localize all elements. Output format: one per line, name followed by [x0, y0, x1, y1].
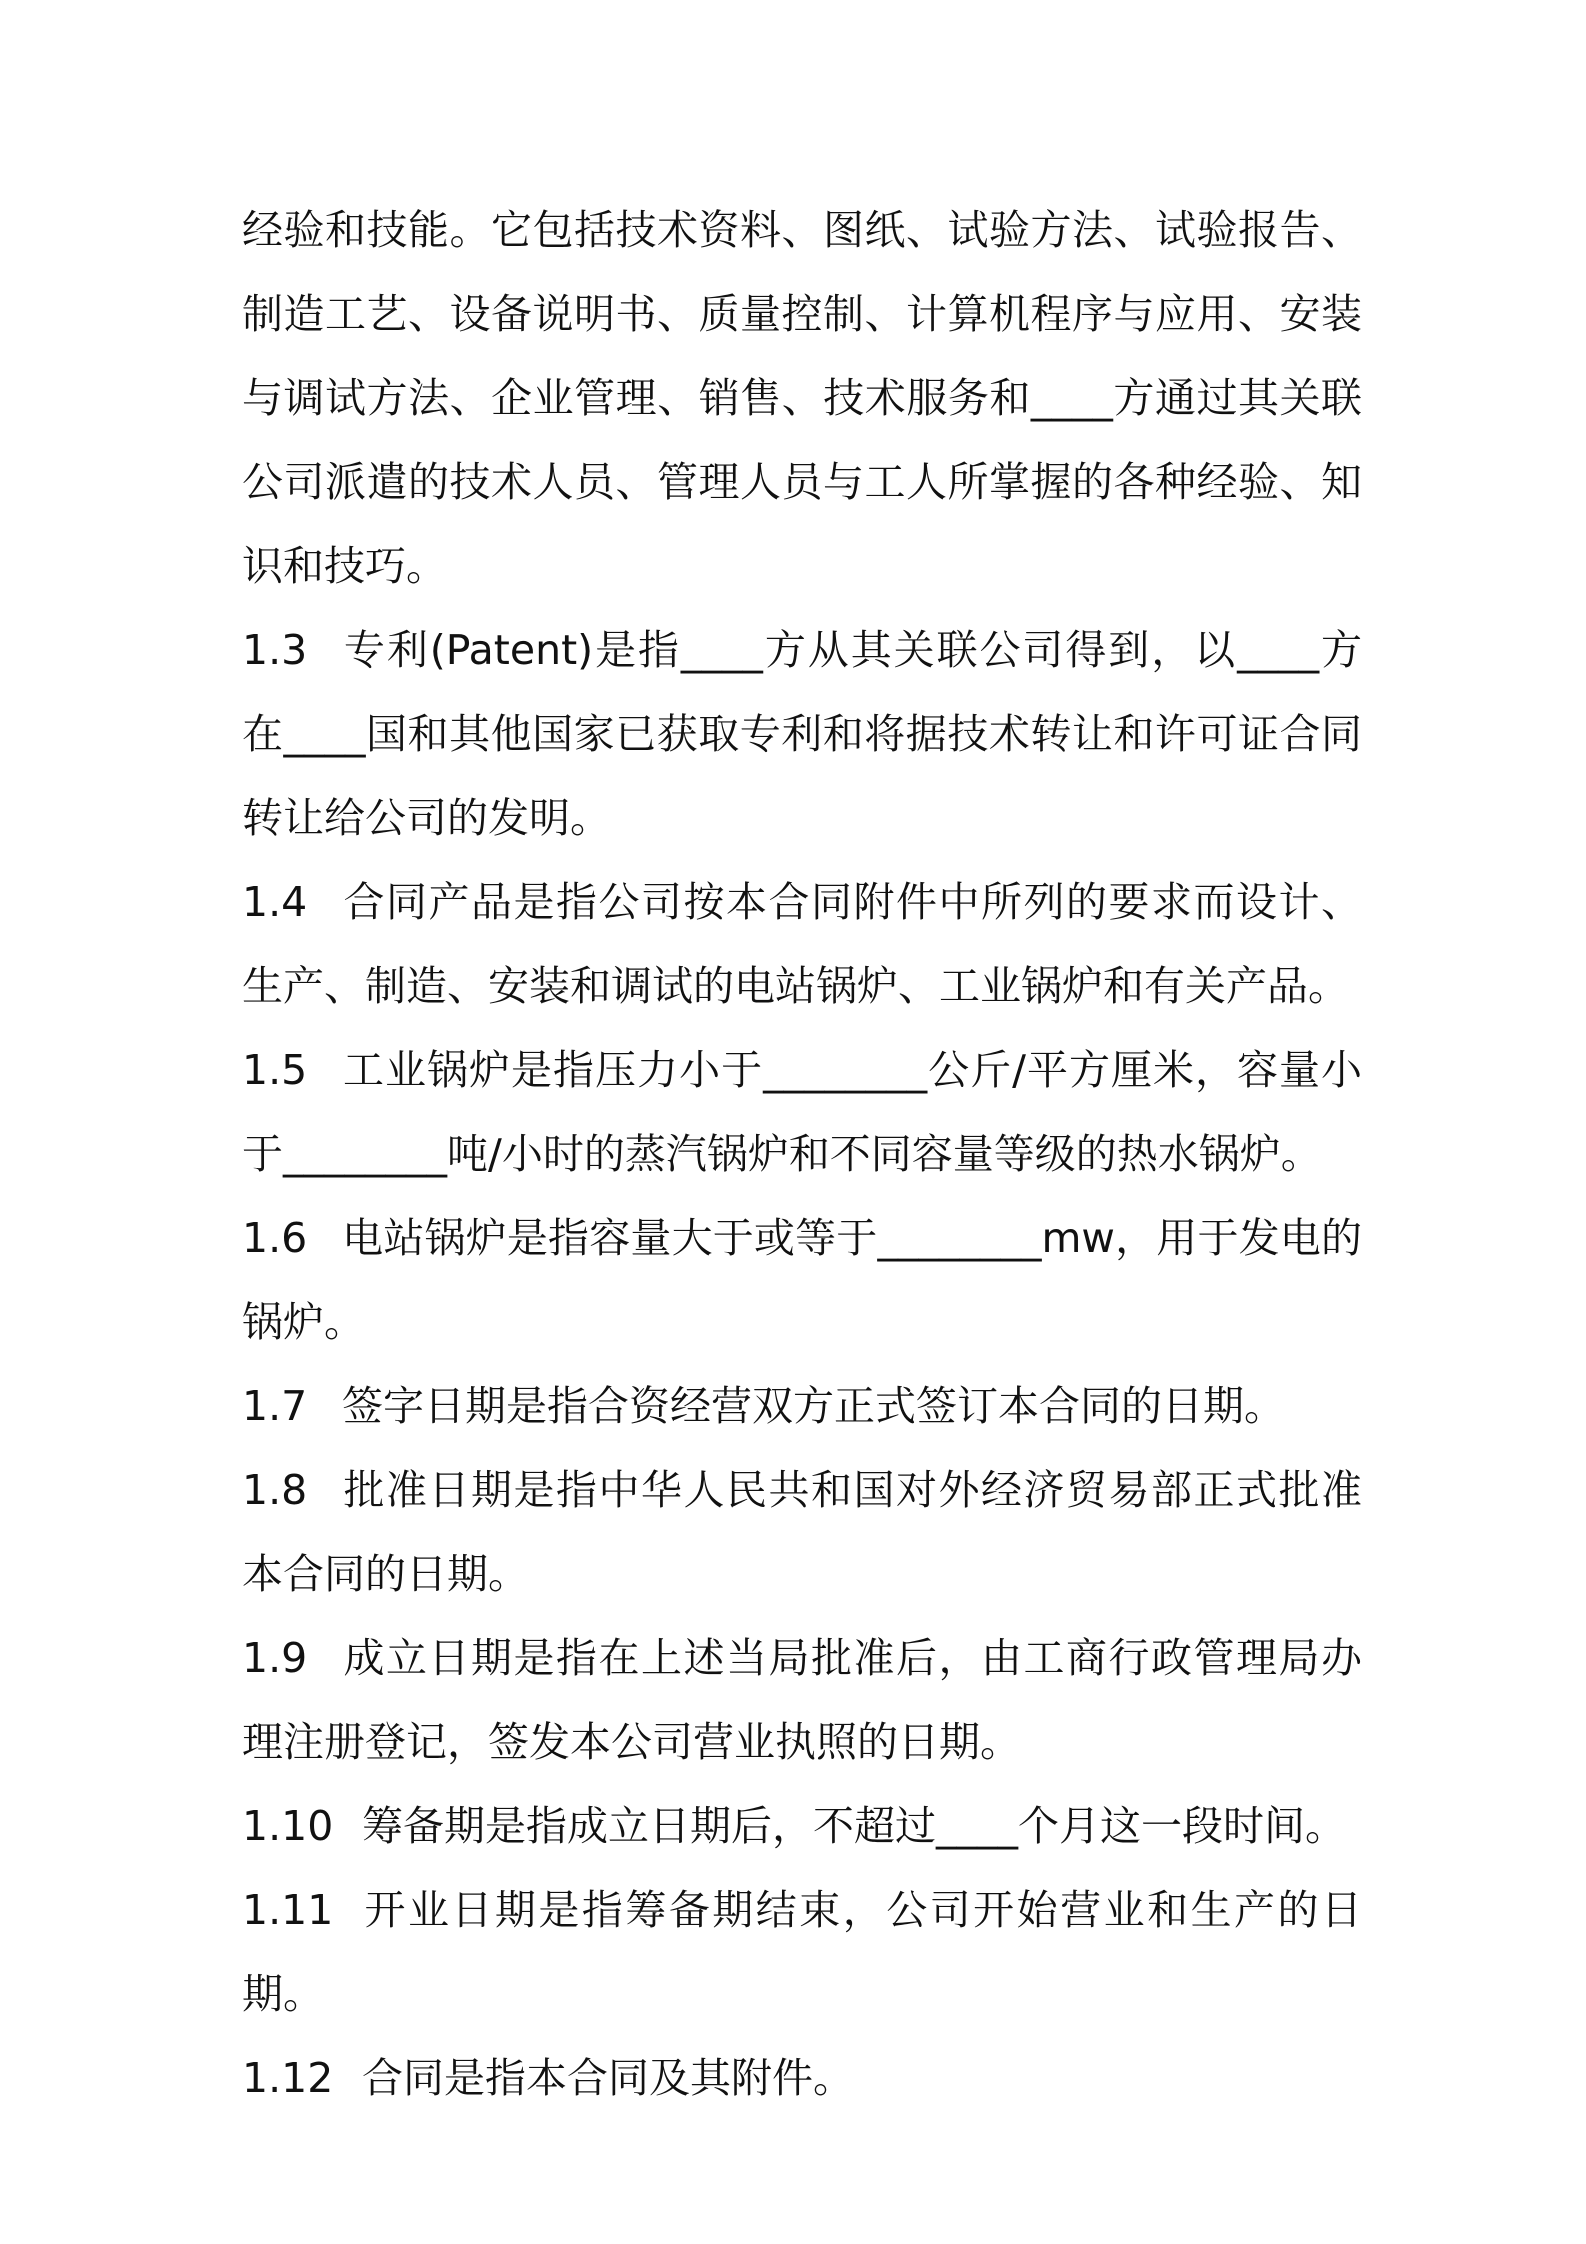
clause-text: 签字日期是指合资经营双方正式签订本合同的日期。	[342, 1382, 1285, 1430]
clause-1-3	[242, 608, 1362, 860]
clause-1-4	[242, 860, 1362, 1028]
clause-number: 1.12	[242, 2054, 334, 2102]
clause-number: 1.4	[242, 878, 308, 926]
clause-number: 1.6	[242, 1214, 308, 1262]
clause-number: 1.3	[242, 626, 308, 674]
clause-number: 1.10	[242, 1802, 334, 1850]
document-body	[242, 188, 1362, 2120]
clause-number: 1.5	[242, 1046, 308, 1094]
clause-1-12	[242, 2036, 1362, 2120]
clause-1-8	[242, 1448, 1362, 1616]
clause-text: 电站锅炉是指容量大于或等于________mw，用于发电的锅炉。	[242, 1214, 1362, 1346]
clause-text: 专利(Patent)是指____方从其关联公司得到，以____方在____国和其他国家已获取专利和将据技术转让和许可证合同转让给公司的发明。	[242, 626, 1362, 842]
clause-text: 开业日期是指筹备期结束，公司开始营业和生产的日期。	[242, 1886, 1362, 2018]
clause-text: 合同是指本合同及其附件。	[362, 2054, 854, 2102]
clause-number: 1.9	[242, 1634, 308, 1682]
clause-1-7	[242, 1364, 1362, 1448]
clause-1-11	[242, 1868, 1362, 2036]
clause-text: 筹备期是指成立日期后，不超过____个月这一段时间。	[362, 1802, 1346, 1850]
clause-text: 合同产品是指公司按本合同附件中所列的要求而设计、生产、制造、安装和调试的电站锅炉、工业锅炉和有关产品。	[242, 878, 1362, 1010]
clause-text: 成立日期是指在上述当局批准后，由工商行政管理局办理注册登记，签发本公司营业执照的日期。	[242, 1634, 1362, 1766]
clause-1-6	[242, 1196, 1362, 1364]
clause-text: 工业锅炉是指压力小于________公斤/平方厘米，容量小于________吨/小时的蒸汽锅炉和不同容量等级的热水锅炉。	[242, 1046, 1362, 1178]
clause-1-9	[242, 1616, 1362, 1784]
clause-number: 1.11	[242, 1886, 334, 1934]
intro-paragraph: 经验和技能。它包括技术资料、图纸、试验方法、试验报告、制造工艺、设备说明书、质量控制、计算机程序与应用、安装与调试方法、企业管理、销售、技术服务和____方通过其关联公司派遣的技术人员、管理人员与工人所掌握的各种经验、知识和技巧。	[242, 206, 1362, 590]
clause-text: 批准日期是指中华人民共和国对外经济贸易部正式批准本合同的日期。	[242, 1466, 1362, 1598]
clause-1-10	[242, 1784, 1362, 1868]
clause-1-5	[242, 1028, 1362, 1196]
clause-number: 1.7	[242, 1382, 308, 1430]
clause-number: 1.8	[242, 1466, 308, 1514]
